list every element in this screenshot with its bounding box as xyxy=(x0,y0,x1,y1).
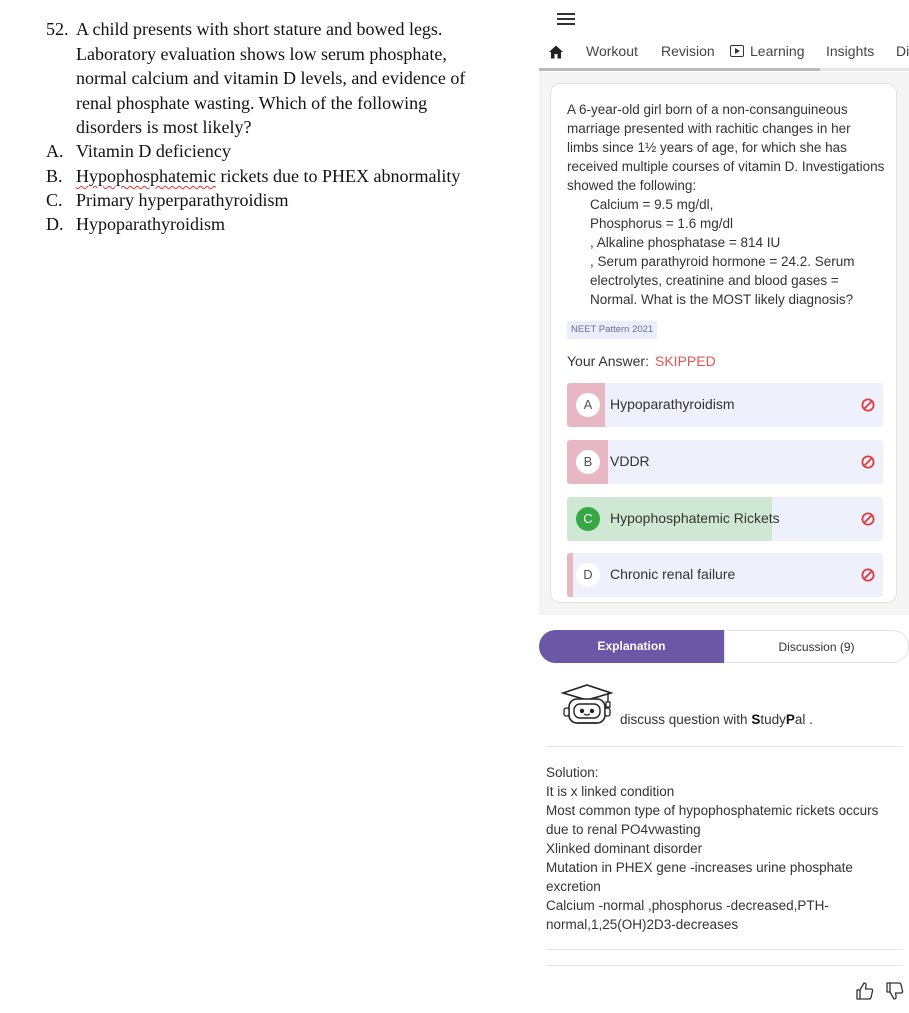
nav-workout[interactable]: Workout xyxy=(586,43,638,59)
incorrect-icon xyxy=(861,568,875,582)
thumbs-down-icon[interactable] xyxy=(885,981,905,1001)
your-answer-status: SKIPPED xyxy=(654,353,716,369)
doc-option-b xyxy=(46,164,460,189)
stem-line: , Alkaline phosphatase = 814 IU xyxy=(590,235,781,250)
solution-block xyxy=(546,763,896,934)
brand-letter: P xyxy=(785,712,795,727)
brand-letter: S xyxy=(751,712,761,727)
spellcheck-underlined-word: Hypophosphatemic xyxy=(76,166,216,186)
solution-line: Calcium -normal ,phosphorus -decreased,PTH-normal,1,25(OH)2D3-decreases xyxy=(546,898,829,932)
option-label: VDDR xyxy=(610,453,650,469)
option-label: Hypoparathyroidism xyxy=(610,396,735,412)
stem-line: Phosphorus = 1.6 mg/dl xyxy=(590,216,733,231)
doc-option-d xyxy=(46,212,225,237)
top-nav xyxy=(539,36,909,70)
option-letter: D xyxy=(576,563,600,587)
exam-tag: NEET Pattern 2021 xyxy=(567,321,657,339)
solution-line: Xlinked dominant disorder xyxy=(546,841,703,856)
qbank-app-panel xyxy=(539,0,909,1013)
doc-option-a xyxy=(46,139,231,164)
question-card xyxy=(550,83,897,603)
solution-heading: Solution: xyxy=(546,765,599,780)
divider xyxy=(546,949,903,950)
your-answer xyxy=(567,353,716,369)
stem-line: Calcium = 9.5 mg/dl, xyxy=(590,197,714,212)
play-icon xyxy=(730,45,744,57)
doc-option-text: Vitamin D deficiency xyxy=(76,141,231,161)
thumbs-up-icon[interactable] xyxy=(855,981,875,1001)
option-label: Chronic renal failure xyxy=(610,566,736,582)
incorrect-icon xyxy=(861,455,875,469)
question-stem xyxy=(567,100,885,309)
divider xyxy=(546,965,903,966)
doc-option-letter: C. xyxy=(46,190,63,210)
nav-revision[interactable]: Revision xyxy=(661,43,715,59)
stem-line: , Serum parathyroid hormone = 24.2. Serum electrolytes, creatinine and blood gases = Normal. What is the MOST likely diagnosis? xyxy=(590,254,855,307)
brand-text: al . xyxy=(794,712,813,727)
doc-option-text: Hypoparathyroidism xyxy=(76,214,225,234)
question-number: 52. xyxy=(46,19,69,39)
stem-intro: A 6-year-old girl born of a non-consanguineous marriage presented with rachitic changes in her limbs since 1½ years of age, for which she has received multiple courses of vitamin D. Investigations showed the following: xyxy=(567,102,885,193)
home-icon[interactable] xyxy=(548,44,564,60)
answer-option-d[interactable] xyxy=(567,553,883,597)
solution-line: Mutation in PHEX gene -increases urine phosphate excretion xyxy=(546,860,853,894)
answer-option-b[interactable] xyxy=(567,440,883,484)
tab-discussion[interactable]: Discussion (9) xyxy=(724,630,909,663)
doc-option-letter: A. xyxy=(46,141,64,161)
doc-option-letter: B. xyxy=(46,166,63,186)
tab-explanation[interactable]: Explanation xyxy=(539,630,724,663)
solution-line: Most common type of hypophosphatemic rickets occurs due to renal PO4vwasting xyxy=(546,803,879,837)
solution-line: It is x linked condition xyxy=(546,784,675,799)
your-answer-label: Your Answer: xyxy=(567,353,649,369)
question-text: A child presents with short stature and bowed legs. Laboratory evaluation shows low serum phosphate, normal calcium and vitamin D levels, and evidence of renal phosphate wasting. Which of the following disorders is most likely? xyxy=(76,19,466,137)
doc-option-text: rickets due to PHEX abnormality xyxy=(215,166,461,186)
discuss-prefix: discuss question with xyxy=(620,712,752,727)
answer-option-a[interactable] xyxy=(567,383,883,427)
studypal-robot-icon xyxy=(559,683,615,729)
nav-learning[interactable]: Learning xyxy=(750,43,805,59)
doc-option-c xyxy=(46,188,288,213)
brand-text: tudy xyxy=(760,712,786,727)
nav-insights[interactable]: Insights xyxy=(826,43,875,59)
option-letter: C xyxy=(576,507,600,531)
explanation-tabs xyxy=(539,630,909,665)
nav-scroll-indicator[interactable] xyxy=(539,68,820,71)
option-letter: A xyxy=(576,393,600,417)
doc-option-text: Primary hyperparathyroidism xyxy=(76,190,289,210)
menu-icon[interactable] xyxy=(557,9,575,29)
option-label: Hypophosphatemic Rickets xyxy=(610,510,780,526)
divider xyxy=(546,746,903,747)
option-percent-fill xyxy=(567,553,573,597)
discuss-with-studypal[interactable] xyxy=(620,712,813,727)
answer-option-c[interactable] xyxy=(567,497,883,541)
option-letter: B xyxy=(576,450,600,474)
doc-option-letter: D. xyxy=(46,214,64,234)
incorrect-icon xyxy=(861,398,875,412)
nav-discuss-truncated[interactable]: Di xyxy=(896,43,909,59)
incorrect-icon xyxy=(861,512,875,526)
